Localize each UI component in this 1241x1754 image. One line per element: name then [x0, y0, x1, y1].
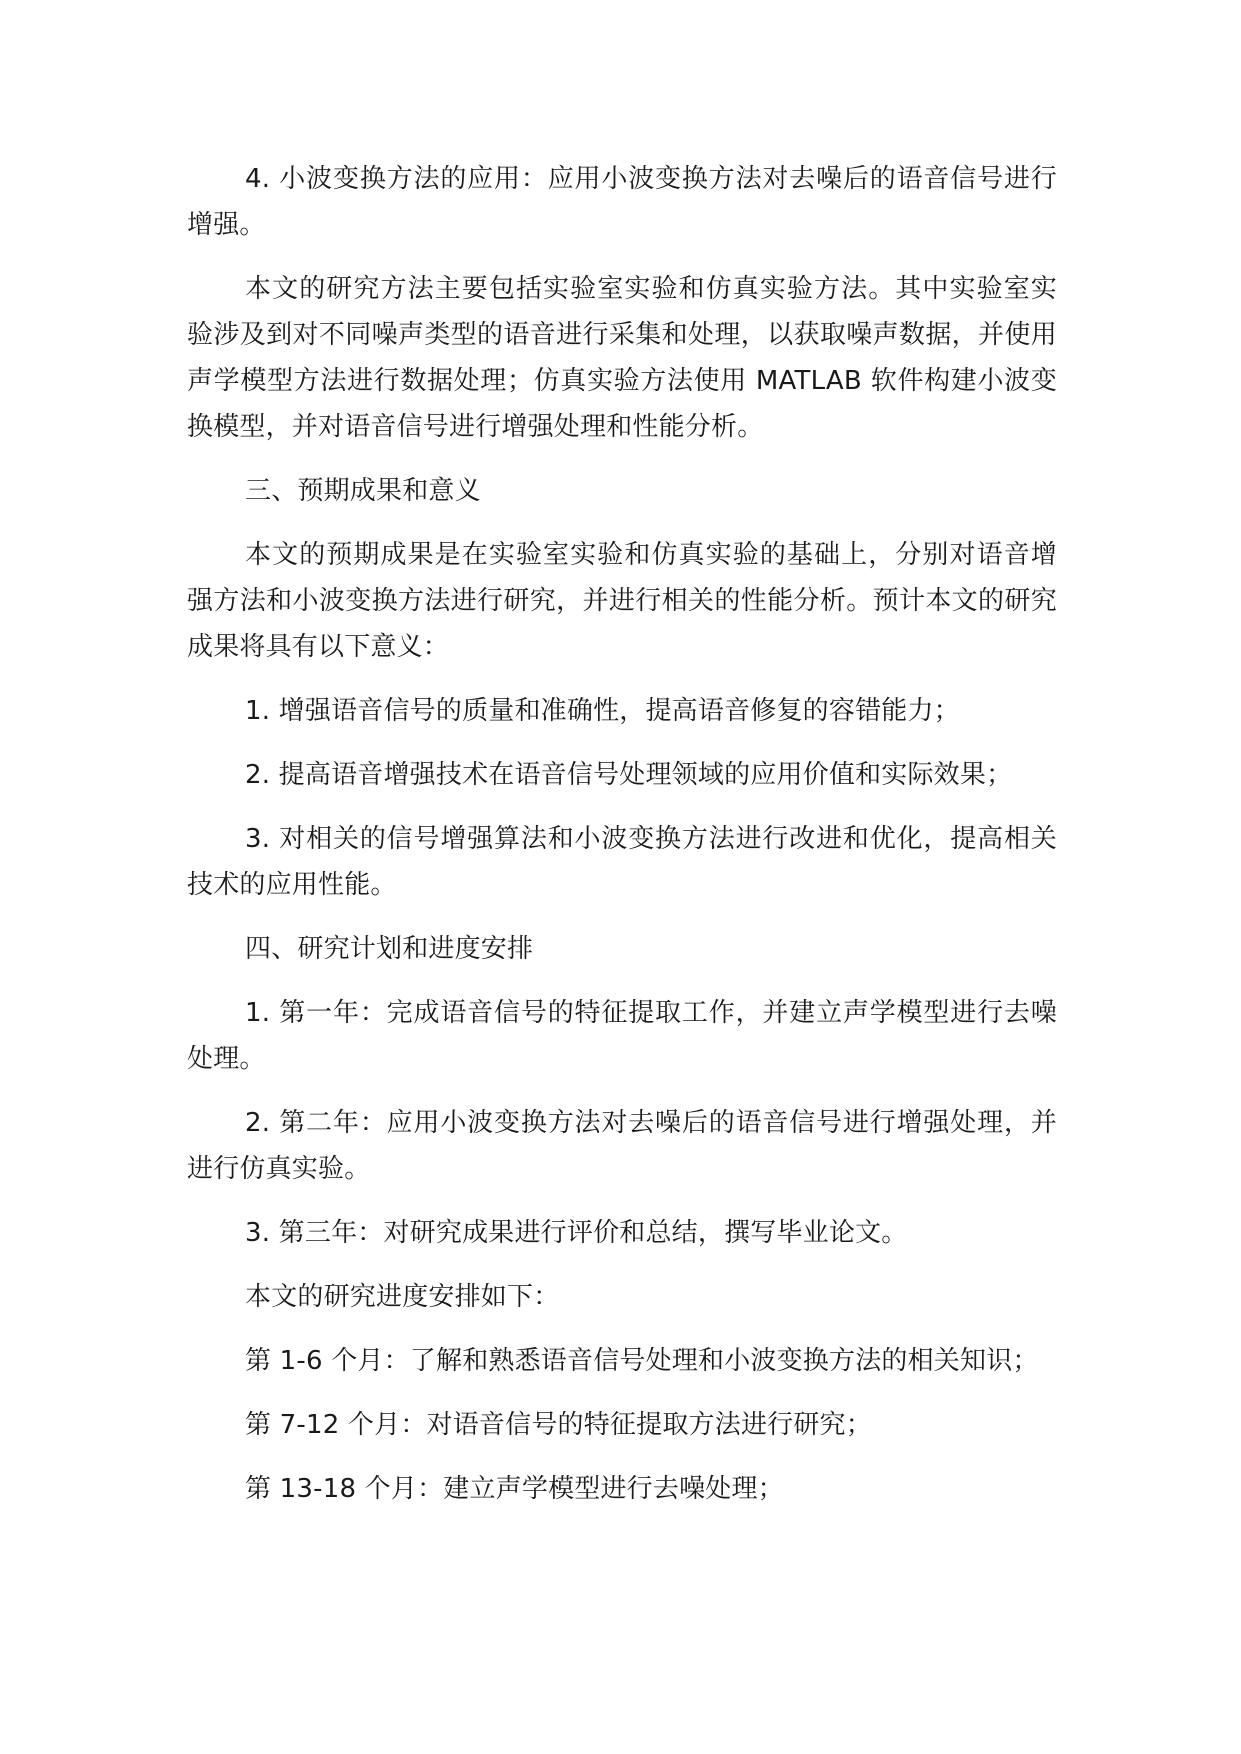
- paragraph-wavelet-application: 4. 小波变换方法的应用：应用小波变换方法对去噪后的语音信号进行增强。: [187, 164, 1057, 240]
- document-body: [187, 156, 1057, 1530]
- list-item-significance-1: 1. 增强语音信号的质量和准确性，提高语音修复的容错能力；: [245, 696, 960, 726]
- schedule-item-months-1-6: 第 1-6 个月：了解和熟悉语音信号处理和小波变换方法的相关知识；: [245, 1346, 1039, 1376]
- paragraph-schedule-intro: 本文的研究进度安排如下：: [245, 1282, 560, 1312]
- paragraph-expected-results: 本文的预期成果是在实验室实验和仿真实验的基础上，分别对语音增强方法和小波变换方法进行研究，并进行相关的性能分析。预计本文的研究成果将具有以下意义：: [187, 540, 1057, 662]
- list-item-plan-year-2: 2. 第二年：应用小波变换方法对去噪后的语音信号进行增强处理，并进行仿真实验。: [187, 1108, 1057, 1184]
- section-heading-expected-results: 三、预期成果和意义: [245, 476, 481, 506]
- section-heading-research-plan: 四、研究计划和进度安排: [245, 934, 534, 964]
- schedule-item-months-7-12: 第 7-12 个月：对语音信号的特征提取方法进行研究；: [245, 1410, 872, 1440]
- list-item-significance-3: 3. 对相关的信号增强算法和小波变换方法进行改进和优化，提高相关技术的应用性能。: [187, 824, 1057, 900]
- schedule-item-months-13-18: 第 13-18 个月：建立声学模型进行去噪处理；: [245, 1474, 784, 1504]
- list-item-plan-year-3: 3. 第三年：对研究成果进行评价和总结，撰写毕业论文。: [245, 1218, 908, 1248]
- paragraph-research-methods: 本文的研究方法主要包括实验室实验和仿真实验方法。其中实验室实验涉及到对不同噪声类型的语音进行采集和处理，以获取噪声数据，并使用声学模型方法进行数据处理；仿真实验方法使用 MATLAB 软件构建小波变换模型，并对语音信号进行增强处理和性能分析。: [187, 274, 1057, 442]
- list-item-plan-year-1: 1. 第一年：完成语音信号的特征提取工作，并建立声学模型进行去噪处理。: [187, 998, 1057, 1074]
- list-item-significance-2: 2. 提高语音增强技术在语音信号处理领域的应用价值和实际效果；: [245, 760, 1013, 790]
